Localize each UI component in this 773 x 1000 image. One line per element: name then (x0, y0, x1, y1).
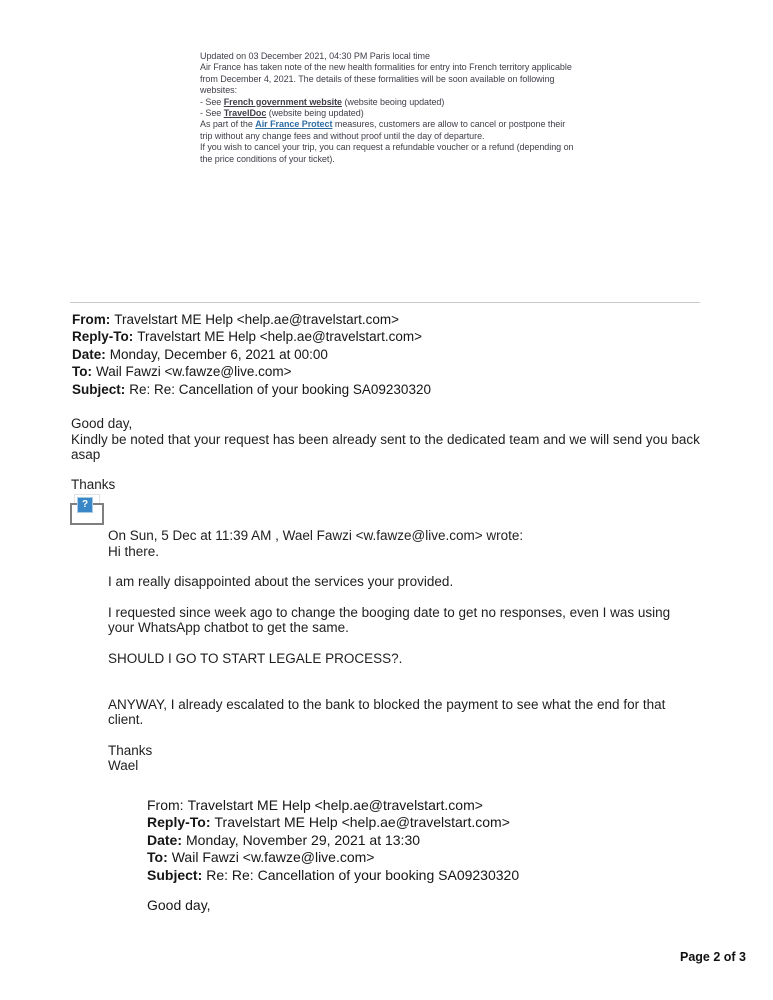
from-value: Travelstart ME Help <help.ae@travelstart.com> (187, 797, 483, 813)
french-government-website-link[interactable]: French government website (223, 96, 342, 107)
subject-value: Re: Re: Cancellation of your booking SA09230320 (206, 866, 520, 883)
air-france-protect-link[interactable]: Air France Protect (255, 119, 333, 130)
email-header-primary (72, 311, 431, 398)
reply-body (71, 416, 703, 492)
notice-paragraph-protect (200, 119, 578, 142)
traveldoc-link[interactable]: TravelDoc (223, 108, 267, 119)
notice-paragraph-refund: If you wish to cancel your trip, you can request a refundable voucher or a refund (depending on the price conditions of your ticket). (200, 142, 574, 164)
notice-updated-line: Updated on 03 December 2021, 04:30 PM Paris local time (200, 51, 430, 61)
email-header-nested (147, 797, 519, 914)
quote-paragraph: I am really disappointed about the services your provided. (108, 574, 454, 590)
bullet-prefix: - See (200, 108, 224, 119)
header-field-row (72, 311, 431, 328)
quote-signoff: Thanks (108, 742, 153, 758)
quoted-customer-message (108, 528, 686, 774)
quote-signature: Wael (108, 758, 139, 774)
to-label: To: (147, 849, 168, 866)
bullet-prefix: - See (200, 96, 224, 107)
date-label: Date: (72, 346, 106, 362)
reply-text: Kindly be noted that your request has been already sent to the dedicated team and we will send you back asap (71, 431, 700, 463)
from-label: From: (147, 797, 184, 813)
from-label: From: (72, 312, 111, 327)
date-value: Monday, December 6, 2021 at 00:00 (109, 346, 328, 362)
paragraph-prefix: As part of the (200, 119, 256, 130)
date-label: Date: (147, 831, 183, 848)
bullet-suffix: (website being updated) (266, 108, 364, 119)
header-field-row (147, 849, 519, 866)
nested-reply-greeting: Good day, (147, 897, 211, 914)
section-divider (70, 302, 700, 303)
header-field-row (147, 867, 519, 884)
airfrance-notice-block (200, 51, 578, 165)
header-field-row (147, 832, 519, 849)
notice-paragraph-formalities: Air France has taken note of the new health formalities for entry into French territory applicable from December 4, 2021. The details of these formalities will be soon available on following websites: (200, 62, 572, 96)
quote-paragraph: SHOULD I GO TO START LEGALE PROCESS?. (108, 650, 403, 666)
bullet-suffix: (website beoing updated) (342, 96, 445, 107)
to-value: Wail Fawzi <w.fawze@live.com> (171, 849, 375, 866)
header-field-row (72, 381, 431, 398)
quote-paragraph: ANYWAY, I already escalated to the bank to blocked the payment to see what the end for that client. (108, 696, 666, 728)
quote-paragraph: I requested since week ago to change the booging date to get no responses, even I was using your WhatsApp chatbot to get the same. (108, 604, 671, 636)
header-field-row (72, 346, 431, 363)
reply-to-label: Reply-To: (72, 329, 134, 345)
question-mark-icon: ? (77, 497, 93, 513)
from-value: Travelstart ME Help <help.ae@travelstart.com> (114, 312, 400, 327)
subject-label: Subject: (147, 866, 203, 883)
date-value: Monday, November 29, 2021 at 13:30 (186, 831, 421, 848)
header-field-row (72, 328, 431, 345)
quote-attribution: On Sun, 5 Dec at 11:39 AM , Wael Fawzi <w.fawze@live.com> wrote: (108, 528, 524, 543)
quote-greeting: Hi there. (108, 543, 160, 559)
notice-bullet-french-gov (200, 97, 578, 108)
notice-bullet-traveldoc (200, 108, 578, 119)
paragraph-suffix: measures, customers are allow to cancel or postpone their trip without any change fees and without proof until the day of departure. (200, 119, 566, 141)
reply-greeting: Good day, (71, 416, 133, 431)
reply-to-value: Travelstart ME Help <help.ae@travelstart.com> (137, 329, 423, 345)
broken-image-placeholder (70, 493, 106, 527)
page-number: Page 2 of 3 (680, 950, 746, 964)
reply-to-value: Travelstart ME Help <help.ae@travelstart.com> (214, 814, 510, 831)
subject-label: Subject: (72, 381, 126, 397)
header-field-row (147, 797, 519, 814)
header-field-row (72, 363, 431, 380)
reply-to-label: Reply-To: (147, 814, 211, 831)
to-value: Wail Fawzi <w.fawze@live.com> (96, 364, 292, 380)
header-field-row (147, 814, 519, 831)
to-label: To: (72, 364, 92, 380)
reply-signoff: Thanks (71, 476, 116, 492)
subject-value: Re: Re: Cancellation of your booking SA09230320 (129, 381, 431, 397)
